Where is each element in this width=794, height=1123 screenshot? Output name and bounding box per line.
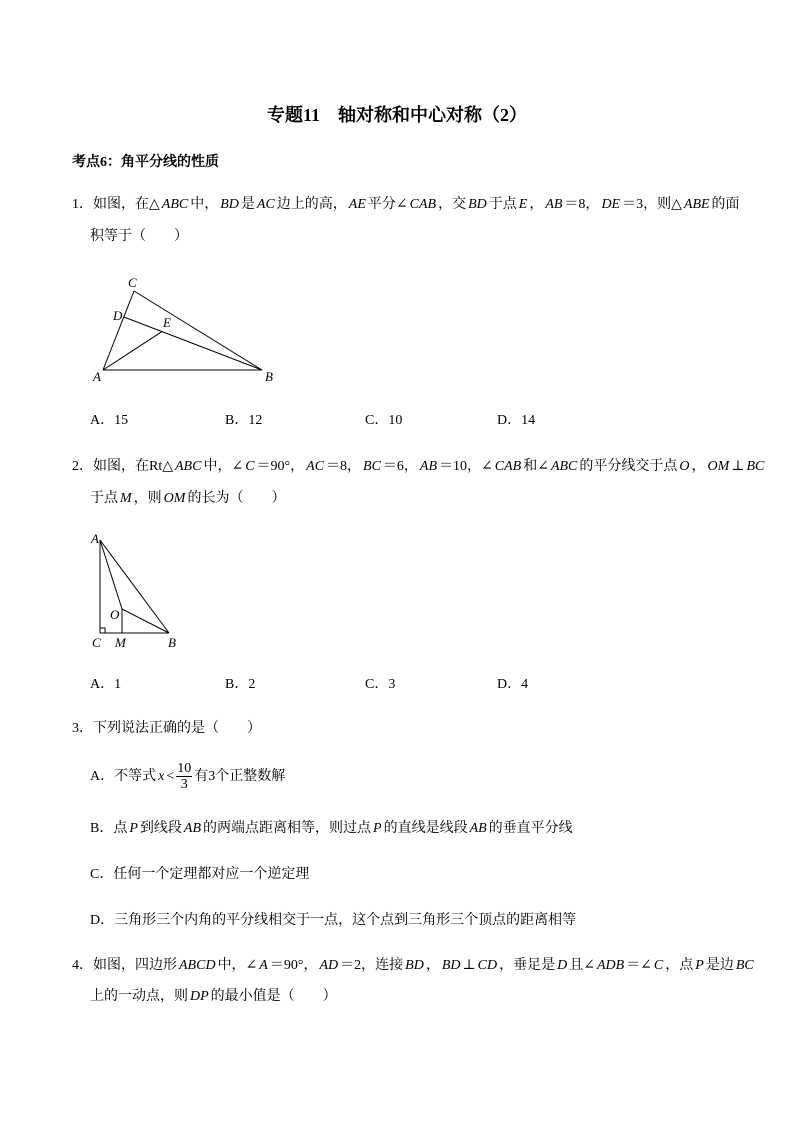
point-label-D: D bbox=[113, 308, 123, 323]
fraction-numerator: 10 bbox=[177, 761, 192, 777]
math-variable: AE bbox=[348, 197, 366, 212]
math-variable: AB bbox=[183, 821, 202, 836]
math-variable: BD bbox=[468, 197, 487, 212]
math-variable: E bbox=[518, 197, 528, 212]
page-title: 专题11 轴对称和中心对称（2） bbox=[266, 105, 527, 125]
text-run: 的长为（ ） bbox=[187, 491, 286, 506]
math-variable: O bbox=[679, 459, 690, 474]
q3-option-d bbox=[90, 911, 576, 931]
section-heading: 考点6：角平分线的性质 bbox=[72, 155, 219, 170]
text-run: 是边 bbox=[705, 958, 734, 973]
math-variable: OM bbox=[707, 459, 730, 474]
text-run: 的面 bbox=[711, 197, 740, 212]
fraction bbox=[176, 761, 192, 792]
text-run: 4．如图，四边形 bbox=[72, 958, 177, 973]
math-variable: ABCD bbox=[179, 958, 216, 973]
text-run: D．三角形三个内角的平分线相交于一点，这个点到三角形三个顶点的距离相等 bbox=[90, 913, 577, 928]
math-variable: CAB bbox=[409, 197, 437, 212]
text-run: ，点 bbox=[665, 958, 694, 973]
math-variable: ABE bbox=[683, 197, 710, 212]
math-variable: BC bbox=[363, 459, 381, 474]
text-run: B．点 bbox=[90, 821, 128, 836]
q2-option-d: D．4 bbox=[497, 677, 529, 692]
text-run: 边上的高， bbox=[276, 197, 347, 212]
text-run: 和∠ bbox=[523, 459, 549, 474]
math-variable: BC bbox=[746, 459, 765, 474]
math-variable: DP bbox=[190, 989, 209, 1004]
point-label-A: A bbox=[93, 369, 101, 384]
text-run: ＝90°， bbox=[256, 459, 305, 474]
text-run: ＝3，则△ bbox=[622, 197, 682, 212]
point-label-C: C bbox=[92, 635, 101, 650]
text-run: 3．下列说法正确的是（ ） bbox=[72, 721, 261, 736]
text-run: ， bbox=[425, 958, 440, 973]
segment-AO bbox=[100, 540, 122, 609]
text-run: 且∠ bbox=[569, 958, 595, 973]
q1-option-b: B．12 bbox=[225, 413, 263, 428]
text-run: 中，∠ bbox=[217, 958, 258, 973]
q1-option-a: A．15 bbox=[90, 413, 129, 428]
q1-stem-line-1 bbox=[72, 195, 740, 215]
fraction-denominator: 3 bbox=[176, 776, 192, 792]
math-variable: DE bbox=[601, 197, 621, 212]
text-run: ， bbox=[529, 197, 544, 212]
point-label-M: M bbox=[115, 635, 126, 650]
math-variable: AD bbox=[319, 958, 339, 973]
text-run: 积等于（ ） bbox=[90, 229, 188, 244]
text-run: ＝10，∠ bbox=[439, 459, 493, 474]
segment-AE bbox=[103, 332, 162, 370]
point-label-E: E bbox=[163, 315, 171, 330]
text-run: ＝90°， bbox=[269, 958, 318, 973]
q3-stem bbox=[72, 719, 261, 739]
text-run: C．任何一个定理都对应一个逆定理 bbox=[90, 867, 310, 882]
text-run: < bbox=[166, 769, 175, 784]
text-run: 上的一动点，则 bbox=[90, 989, 188, 1004]
text-run: 的平分线交于点 bbox=[579, 459, 678, 474]
text-run: A．不等式 bbox=[90, 769, 157, 784]
math-variable: D bbox=[557, 958, 568, 973]
q3-option-c bbox=[90, 865, 309, 885]
q2-stem-line-1 bbox=[72, 457, 766, 477]
text-run: 于点 bbox=[90, 491, 118, 506]
math-variable: C bbox=[653, 958, 664, 973]
q1-stem-line-2 bbox=[90, 227, 188, 247]
text-run: 平分∠ bbox=[367, 197, 408, 212]
point-label-A: A bbox=[91, 531, 99, 546]
segment-OB bbox=[122, 609, 169, 633]
q1-option-c: C．10 bbox=[365, 413, 403, 428]
math-variable: BD bbox=[405, 958, 424, 973]
math-variable: P bbox=[695, 958, 704, 973]
math-variable: ADB bbox=[596, 958, 625, 973]
math-variable: ABC bbox=[550, 459, 578, 474]
text-run: ＝∠ bbox=[626, 958, 652, 973]
q4-stem-line-1 bbox=[72, 956, 756, 976]
text-run: ⊥ bbox=[462, 958, 476, 973]
segment-DB bbox=[124, 317, 262, 370]
text-run: ＝6， bbox=[382, 459, 418, 474]
segment-AC bbox=[103, 291, 134, 370]
math-variable: AC bbox=[306, 459, 325, 474]
text-run: ⊥ bbox=[731, 459, 745, 474]
text-run: 的垂直平分线 bbox=[488, 821, 573, 836]
math-variable: P bbox=[129, 821, 138, 836]
point-label-O: O bbox=[110, 607, 120, 622]
math-variable: AB bbox=[545, 197, 563, 212]
math-variable: OM bbox=[163, 491, 186, 506]
math-variable: BD bbox=[441, 958, 461, 973]
text-run: 于点 bbox=[488, 197, 517, 212]
q1-figure-triangle bbox=[85, 270, 285, 390]
math-variable: AB bbox=[469, 821, 487, 836]
text-run: ，交 bbox=[438, 197, 467, 212]
math-variable: P bbox=[373, 821, 382, 836]
q2-stem-line-2 bbox=[90, 489, 285, 509]
text-run: 1．如图，在△ bbox=[72, 197, 160, 212]
math-variable: C bbox=[245, 459, 255, 474]
q2-option-a: A．1 bbox=[90, 677, 122, 692]
text-run: ＝2，连接 bbox=[340, 958, 404, 973]
q2-figure-right-triangle bbox=[85, 528, 185, 652]
math-variable: CAB bbox=[494, 459, 522, 474]
q2-option-b: B．2 bbox=[225, 677, 256, 692]
text-run: ，则 bbox=[133, 491, 162, 506]
text-run: ，垂足是 bbox=[499, 958, 556, 973]
text-run: 2．如图，在Rt△ bbox=[72, 459, 173, 474]
math-variable: CD bbox=[477, 958, 498, 973]
math-variable: BC bbox=[735, 958, 754, 973]
text-run: 是 bbox=[240, 197, 255, 212]
math-variable: ABC bbox=[175, 459, 202, 474]
point-label-C: C bbox=[128, 275, 137, 290]
math-variable: ABC bbox=[161, 197, 189, 212]
text-run: 中，∠ bbox=[203, 459, 244, 474]
math-variable: BD bbox=[220, 197, 239, 212]
math-variable: AC bbox=[256, 197, 275, 212]
text-run: ， bbox=[691, 459, 706, 474]
text-run: 的直线是线段 bbox=[383, 821, 468, 836]
text-run: 的两端点距离相等，则过点 bbox=[203, 821, 372, 836]
q3-option-b bbox=[90, 819, 573, 839]
q2-option-c: C．3 bbox=[365, 677, 396, 692]
q3-option-a bbox=[90, 760, 285, 794]
text-run: ＝8， bbox=[326, 459, 362, 474]
text-run: ＝8， bbox=[564, 197, 600, 212]
math-variable: x bbox=[158, 769, 165, 784]
point-label-B: B bbox=[168, 635, 176, 650]
text-run: 中， bbox=[190, 197, 219, 212]
text-run: 有3个正整数解 bbox=[194, 769, 286, 784]
math-variable: AB bbox=[419, 459, 438, 474]
q1-option-d: D．14 bbox=[497, 413, 536, 428]
text-run: 到线段 bbox=[139, 821, 182, 836]
text-run: 的最小值是（ ） bbox=[210, 989, 337, 1004]
point-label-B: B bbox=[265, 369, 273, 384]
math-variable: A bbox=[259, 958, 268, 973]
right-angle-mark bbox=[100, 628, 105, 633]
math-variable: M bbox=[120, 491, 132, 506]
q4-stem-line-2 bbox=[90, 987, 337, 1007]
segment-CB bbox=[134, 291, 262, 370]
